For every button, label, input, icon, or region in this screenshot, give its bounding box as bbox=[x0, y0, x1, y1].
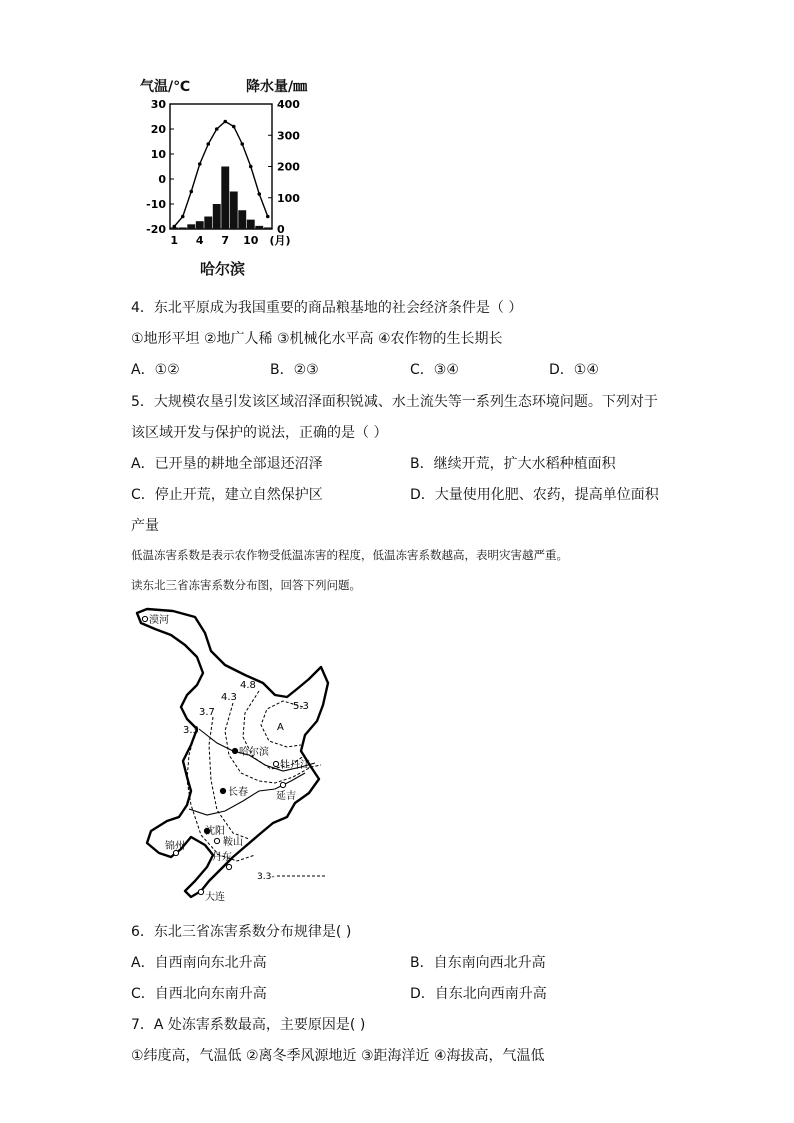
temperature-point bbox=[240, 142, 244, 146]
city-marker bbox=[280, 782, 285, 787]
precip-tick-label: 200 bbox=[277, 160, 300, 174]
precip-tick-label: 400 bbox=[277, 100, 300, 111]
q5-option-a[interactable]: A．已开垦的耕地全部退还沼泽 bbox=[131, 456, 323, 472]
isoline-labels bbox=[183, 680, 309, 736]
material-line1: 低温冻害系数是表示农作物受低温冻害的程度，低温冻害系数越高，表明灾害越严重。 bbox=[131, 548, 568, 562]
isoline-label-4-3: 4.3 bbox=[221, 692, 237, 703]
frost-coefficient-map bbox=[125, 605, 345, 905]
city-marker bbox=[232, 748, 237, 753]
temp-tick-label: 30 bbox=[150, 100, 166, 111]
precipitation-bar bbox=[230, 192, 238, 230]
material-line2: 读东北三省冻害系数分布图，回答下列问题。 bbox=[131, 578, 361, 592]
q6-stem: 6．东北三省冻害系数分布规律是( ) bbox=[131, 924, 352, 940]
city-label: 丹东 bbox=[212, 852, 232, 863]
q5-stem-line2: 该区域开发与保护的说法，正确的是（ ） bbox=[131, 425, 388, 441]
q5-option-c[interactable]: C．停止开荒，建立自然保护区 bbox=[131, 487, 323, 503]
temperature-point bbox=[223, 120, 227, 124]
city-label: 沈阳 bbox=[205, 826, 225, 837]
temperature-point bbox=[198, 162, 202, 166]
temperature-line bbox=[174, 122, 268, 227]
city-label: 鞍山 bbox=[223, 837, 243, 848]
q5-stem-line1: 5．大规模农垦引发该区域沼泽面积锐减、水土流失等一系列生态环境问题。下列对于 bbox=[131, 394, 658, 410]
isoline-label-4-8: 4.8 bbox=[240, 680, 256, 691]
q4-items: ①地形平坦 ②地广人稀 ③机械化水平高 ④农作物的生长期长 bbox=[131, 331, 503, 347]
q4-option-b[interactable]: B．②③ bbox=[270, 362, 319, 378]
isoline-label-3-3: 3.3 bbox=[183, 725, 199, 736]
temp-tick-label: 10 bbox=[150, 148, 166, 161]
city-marker bbox=[198, 889, 203, 894]
temperature-point bbox=[181, 215, 185, 219]
isoline-3-7 bbox=[209, 717, 249, 839]
month-tick-label: 1 bbox=[170, 234, 179, 247]
precipitation-bar bbox=[247, 220, 255, 229]
precipitation-bar bbox=[179, 227, 187, 229]
isoline-4-3 bbox=[225, 703, 321, 783]
precip-tick-label: 0 bbox=[277, 223, 285, 236]
temperature-point bbox=[232, 125, 236, 129]
precipitation-bar bbox=[187, 224, 195, 229]
temperature-point bbox=[172, 225, 176, 229]
q6-option-d[interactable]: D．自东北向西南升高 bbox=[410, 986, 547, 1002]
climate-chart-plot bbox=[130, 100, 330, 250]
city-label: 哈尔滨 bbox=[239, 747, 269, 758]
q5-option-d-continued: 产量 bbox=[131, 518, 159, 534]
q7-items: ①纬度高，气温低 ②离冬季风源地近 ③距海洋近 ④海拔高，气温低 bbox=[131, 1048, 545, 1064]
precipitation-bar bbox=[204, 217, 212, 230]
isoline-label-5-3: 5.3 bbox=[293, 701, 309, 712]
month-tick-label: 10 bbox=[243, 234, 259, 247]
temperature-point bbox=[215, 127, 219, 131]
city-marker bbox=[214, 838, 219, 843]
precipitation-bar bbox=[213, 204, 221, 229]
city-marker bbox=[220, 788, 225, 793]
q6-option-b[interactable]: B．自东南向西北升高 bbox=[410, 955, 546, 971]
temperature-axis-label: 气温/℃ bbox=[140, 79, 191, 95]
q4-option-d[interactable]: D．①④ bbox=[549, 362, 599, 378]
temp-tick-label: -20 bbox=[146, 223, 166, 236]
temp-tick-label: 20 bbox=[150, 123, 166, 136]
place-name: 哈尔滨 bbox=[200, 260, 246, 278]
precipitation-bar bbox=[264, 227, 272, 229]
city-marker bbox=[142, 616, 147, 621]
temperature-point bbox=[266, 215, 270, 219]
city-label: 延吉 bbox=[276, 791, 296, 802]
city-label: 牡丹江 bbox=[280, 760, 310, 771]
month-tick-label: 7 bbox=[221, 234, 230, 247]
temperature-point bbox=[249, 165, 253, 169]
q4-option-c[interactable]: C．③④ bbox=[410, 362, 459, 378]
month-tick-label: 4 bbox=[195, 234, 204, 247]
q5-option-b[interactable]: B．继续开荒，扩大水稻种植面积 bbox=[410, 456, 616, 472]
q4-option-a[interactable]: A．①② bbox=[131, 362, 180, 378]
precipitation-bar bbox=[238, 210, 246, 229]
precip-tick-label: 300 bbox=[277, 129, 300, 143]
temperature-point bbox=[189, 190, 193, 194]
climate-chart bbox=[130, 70, 330, 280]
city-label: 大连 bbox=[205, 892, 225, 903]
temp-tick-label: -10 bbox=[146, 198, 166, 211]
q6-option-a[interactable]: A．自西南向东北升高 bbox=[131, 955, 267, 971]
precipitation-bar bbox=[221, 167, 229, 230]
isoline-label-3-7: 3.7 bbox=[199, 707, 215, 718]
precipitation-axis-label: 降水量/㎜ bbox=[246, 79, 308, 95]
northeast-outline bbox=[137, 609, 328, 897]
temperature-point bbox=[206, 142, 210, 146]
temperature-point bbox=[257, 192, 261, 196]
q6-option-c[interactable]: C．自西北向东南升高 bbox=[131, 986, 267, 1002]
q4-stem: 4．东北平原成为我国重要的商品粮基地的社会经济条件是（ ） bbox=[131, 300, 523, 316]
precipitation-bar bbox=[196, 221, 204, 229]
precip-tick-label: 100 bbox=[277, 191, 300, 205]
region-a-label: A bbox=[277, 722, 284, 733]
q7-stem: 7．A 处冻害系数最高，主要原因是( ) bbox=[131, 1017, 366, 1033]
month-tick-label: (月) bbox=[269, 234, 291, 247]
precipitation-bar bbox=[255, 226, 263, 229]
city-marker bbox=[226, 864, 231, 869]
legend-value-label: 3.3- bbox=[257, 872, 275, 882]
temp-tick-label: 0 bbox=[158, 173, 166, 186]
city-label: 锦州 bbox=[165, 841, 185, 852]
city-label: 漠河 bbox=[149, 615, 169, 626]
city-label: 长春 bbox=[228, 787, 248, 798]
city-marker bbox=[273, 761, 278, 766]
q5-option-d[interactable]: D．大量使用化肥、农药，提高单位面积 bbox=[410, 487, 659, 503]
